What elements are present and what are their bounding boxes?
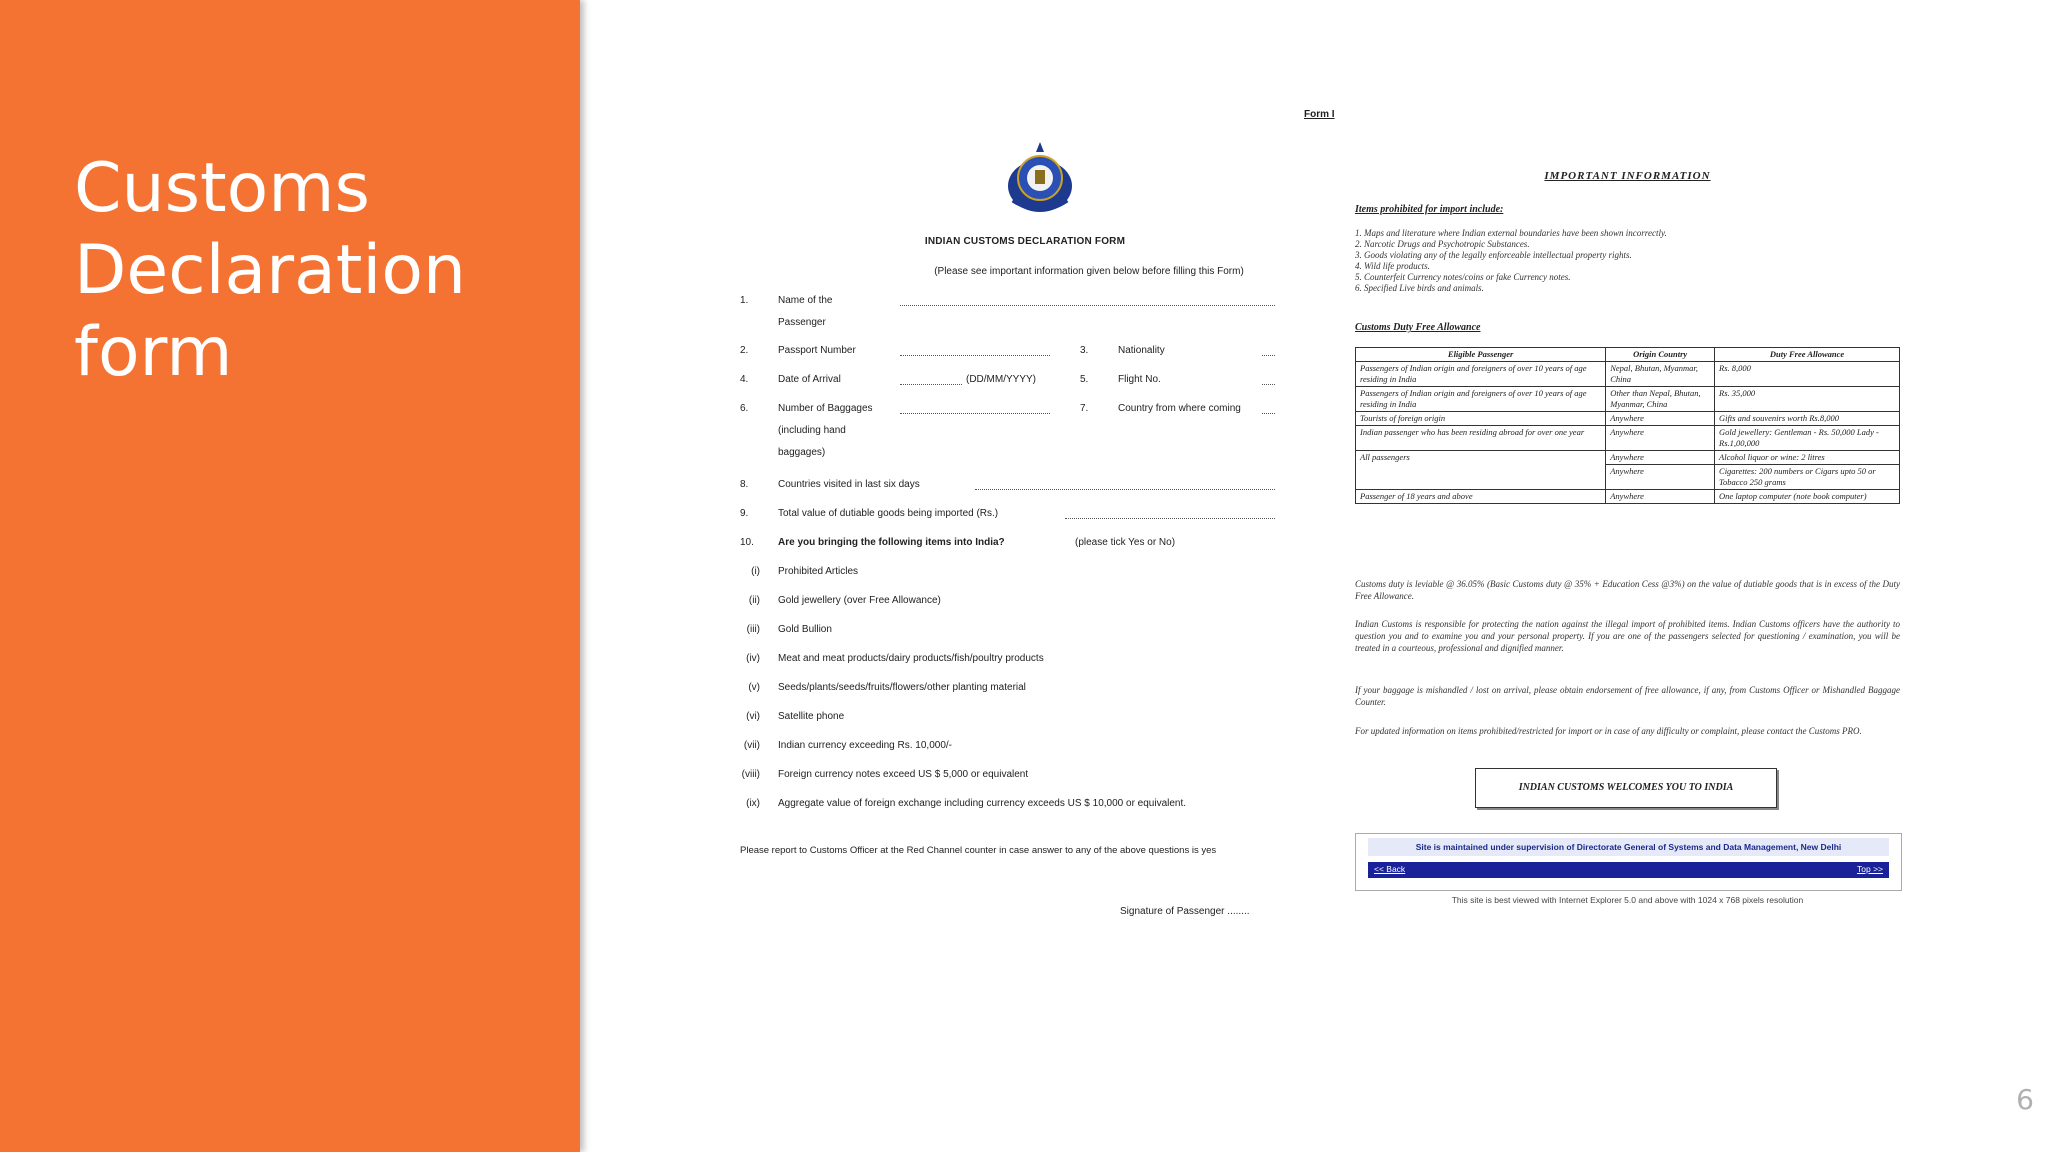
field-label: (including hand xyxy=(778,425,846,436)
baggages-line[interactable] xyxy=(900,413,1050,414)
field-num: 9. xyxy=(740,508,749,519)
field-num: 6. xyxy=(740,403,749,414)
passport-line[interactable] xyxy=(900,355,1050,356)
field-num: 3. xyxy=(1080,345,1089,356)
list-item: 3. Goods violating any of the legally enforceable intellectual property rights. xyxy=(1355,250,1632,260)
prohibited-list xyxy=(1355,228,1900,294)
list-item: 5. Counterfeit Currency notes/coins or fake Currency notes. xyxy=(1355,272,1571,282)
field-label: (DD/MM/YYYY) xyxy=(966,374,1036,385)
welcome-banner: INDIAN CUSTOMS WELCOMES YOU TO INDIA xyxy=(1475,768,1777,808)
field-label: Countries visited in last six days xyxy=(778,479,920,490)
item-num: (ix) xyxy=(746,798,760,809)
table-cell: Anywhere xyxy=(1606,451,1715,465)
table-header-row xyxy=(1356,348,1900,362)
form-subtitle: (Please see important information given below before filling this Form) xyxy=(934,266,1244,277)
table-cell: Cigarettes: 200 numbers or Cigars upto 50 or Tobacco 250 grams xyxy=(1715,465,1900,490)
table-cell: Passengers of Indian origin and foreigners of over 10 years of age residing in India xyxy=(1356,387,1606,412)
field-label: baggages) xyxy=(778,447,826,458)
site-footer xyxy=(1355,833,1902,891)
item-label: Meat and meat products/dairy products/fish/poultry products xyxy=(778,653,1044,664)
item-num: (vii) xyxy=(743,740,760,751)
table-row xyxy=(1356,387,1900,412)
table-cell: Rs. 8,000 xyxy=(1715,362,1900,387)
table-cell: Anywhere xyxy=(1606,490,1715,504)
contact-paragraph: For updated information on items prohibited/restricted for import or in case of any difficulty or complaint, please contact the Customs PRO. xyxy=(1355,726,1862,736)
field-label: (please tick Yes or No) xyxy=(1075,537,1176,548)
field-label: Flight No. xyxy=(1118,374,1161,385)
report-instruction: Please report to Customs Officer at the Red Channel counter in case answer to any of the above questions is yes xyxy=(740,845,1217,856)
field-num: 8. xyxy=(740,479,749,490)
item-label: Seeds/plants/seeds/fruits/flowers/other planting material xyxy=(778,682,1026,693)
item-num: (vi) xyxy=(746,711,760,722)
table-row xyxy=(1356,490,1900,504)
item-num: (iv) xyxy=(746,653,760,664)
item-label: Foreign currency notes exceed US $ 5,000 or equivalent xyxy=(778,769,1029,780)
form-label: Form I xyxy=(1304,109,1335,120)
table-cell: Alcohol liquor or wine: 2 litres xyxy=(1715,451,1900,465)
important-info-title: IMPORTANT INFORMATION xyxy=(1544,170,1711,182)
back-link[interactable]: << Back xyxy=(1374,864,1406,874)
table-cell: Anywhere xyxy=(1606,412,1715,426)
field-label: Passenger xyxy=(778,317,826,328)
field-label: Date of Arrival xyxy=(778,374,841,385)
list-item: 1. Maps and literature where Indian external boundaries have been shown incorrectly. xyxy=(1355,228,1667,238)
field-label: Nationality xyxy=(1118,345,1165,356)
item-num: (ii) xyxy=(748,595,760,606)
allowance-heading: Customs Duty Free Allowance xyxy=(1355,322,1481,333)
table-cell: Passenger of 18 years and above xyxy=(1356,490,1606,504)
list-item: 2. Narcotic Drugs and Psychotropic Substances. xyxy=(1355,239,1530,249)
customs-form-document xyxy=(740,100,1910,940)
flight-line[interactable] xyxy=(1262,384,1275,385)
table-cell: Anywhere xyxy=(1606,426,1715,451)
table-row xyxy=(1356,426,1900,451)
item-label: Aggregate value of foreign exchange including currency exceeds US $ 10,000 or equivalent. xyxy=(778,798,1187,809)
table-cell: Rs. 35,000 xyxy=(1715,387,1900,412)
field-num: 4. xyxy=(740,374,749,385)
item-num: (v) xyxy=(748,682,760,693)
item-num: (viii) xyxy=(741,769,760,780)
title-sidebar xyxy=(0,0,580,1152)
slide-title xyxy=(74,148,554,394)
browser-note: This site is best viewed with Internet Explorer 5.0 and above with 1024 x 768 pixels resolution xyxy=(1451,895,1804,905)
field-num: 2. xyxy=(740,345,749,356)
top-link[interactable]: Top >> xyxy=(1857,864,1883,874)
table-cell: Tourists of foreign origin xyxy=(1356,412,1606,426)
name-line[interactable] xyxy=(900,305,1275,306)
item-num: (i) xyxy=(751,566,760,577)
field-label: Country from where coming xyxy=(1118,403,1241,414)
list-item: 6. Specified Live birds and animals. xyxy=(1355,283,1484,293)
table-cell: All passengers xyxy=(1356,451,1606,490)
slide-title-line: Declaration xyxy=(74,231,467,310)
protection-paragraph: Indian Customs is responsible for protecting the nation against the illegal import of prohibited items. Indian Customs officers have the authority to question you and to examine you and your personal property. If you are one of the passengers selected for questioning / examination, you will be treated in a courteous, professional and dignified manner. xyxy=(1355,619,1900,653)
baggage-paragraph: If your baggage is mishandled / lost on arrival, please obtain endorsement of free allowance, if any, from Customs Officer or Mishandled Baggage Counter. xyxy=(1355,685,1900,707)
dutiable-value-line[interactable] xyxy=(1065,518,1275,519)
field-num: 1. xyxy=(740,295,749,306)
table-header: Eligible Passenger xyxy=(1356,348,1606,362)
duty-paragraph: Customs duty is leviable @ 36.05% (Basic Customs duty @ 35% + Education Cess @3%) on the value of dutiable goods that is in excess of the Duty Free Allowance. xyxy=(1355,579,1900,601)
slide-title-line: Customs xyxy=(74,149,370,228)
arrival-line[interactable] xyxy=(900,384,962,385)
table-row xyxy=(1356,412,1900,426)
table-cell: Indian passenger who has been residing abroad for over one year xyxy=(1356,426,1606,451)
item-label: Prohibited Articles xyxy=(778,566,859,577)
table-cell: One laptop computer (note book computer) xyxy=(1715,490,1900,504)
allowance-table xyxy=(1355,347,1900,504)
table-header: Duty Free Allowance xyxy=(1715,348,1900,362)
list-item: 4. Wild life products. xyxy=(1355,261,1430,271)
item-label: Satellite phone xyxy=(778,711,845,722)
customs-emblem-icon xyxy=(1005,138,1075,218)
table-row xyxy=(1356,451,1900,465)
prohibited-heading: Items prohibited for import include: xyxy=(1355,204,1504,215)
form-title: INDIAN CUSTOMS DECLARATION FORM xyxy=(924,236,1126,247)
field-label: Total value of dutiable goods being imported (Rs.) xyxy=(778,508,999,519)
signature-line: Signature of Passenger ........ xyxy=(1120,906,1250,917)
field-label: Are you bringing the following items into India? xyxy=(778,537,1005,548)
table-cell: Passengers of Indian origin and foreigners of over 10 years of age residing in India xyxy=(1356,362,1606,387)
field-label: Name of the xyxy=(778,295,833,306)
item-label: Indian currency exceeding Rs. 10,000/- xyxy=(778,740,952,751)
page-number: 6 xyxy=(2016,1083,2034,1116)
table-cell: Gold jewellery: Gentleman - Rs. 50,000 Lady - Rs.1,00,000 xyxy=(1715,426,1900,451)
slide-title-line: form xyxy=(74,313,233,392)
site-maintained-text: Site is maintained under supervision of Directorate General of Systems and Data Management, New Delhi xyxy=(1368,838,1889,856)
item-label: Gold jewellery (over Free Allowance) xyxy=(778,595,941,606)
table-cell: Anywhere xyxy=(1606,465,1715,490)
table-row xyxy=(1356,362,1900,387)
field-label: Passport Number xyxy=(778,345,856,356)
field-num: 5. xyxy=(1080,374,1089,385)
table-cell: Nepal, Bhutan, Myanmar, China xyxy=(1606,362,1715,387)
table-cell: Other than Nepal, Bhutan, Myanmar, China xyxy=(1606,387,1715,412)
field-num: 10. xyxy=(740,537,754,548)
item-num: (iii) xyxy=(746,624,760,635)
nationality-line[interactable] xyxy=(1262,355,1275,356)
field-label: Number of Baggages xyxy=(778,403,873,414)
item-label: Gold Bullion xyxy=(778,624,832,635)
countries-visited-line[interactable] xyxy=(975,489,1275,490)
site-nav-bar xyxy=(1368,862,1889,878)
field-num: 7. xyxy=(1080,403,1089,414)
country-from-line[interactable] xyxy=(1262,413,1275,414)
table-header: Origin Country xyxy=(1606,348,1715,362)
table-cell: Gifts and souvenirs worth Rs.8,000 xyxy=(1715,412,1900,426)
